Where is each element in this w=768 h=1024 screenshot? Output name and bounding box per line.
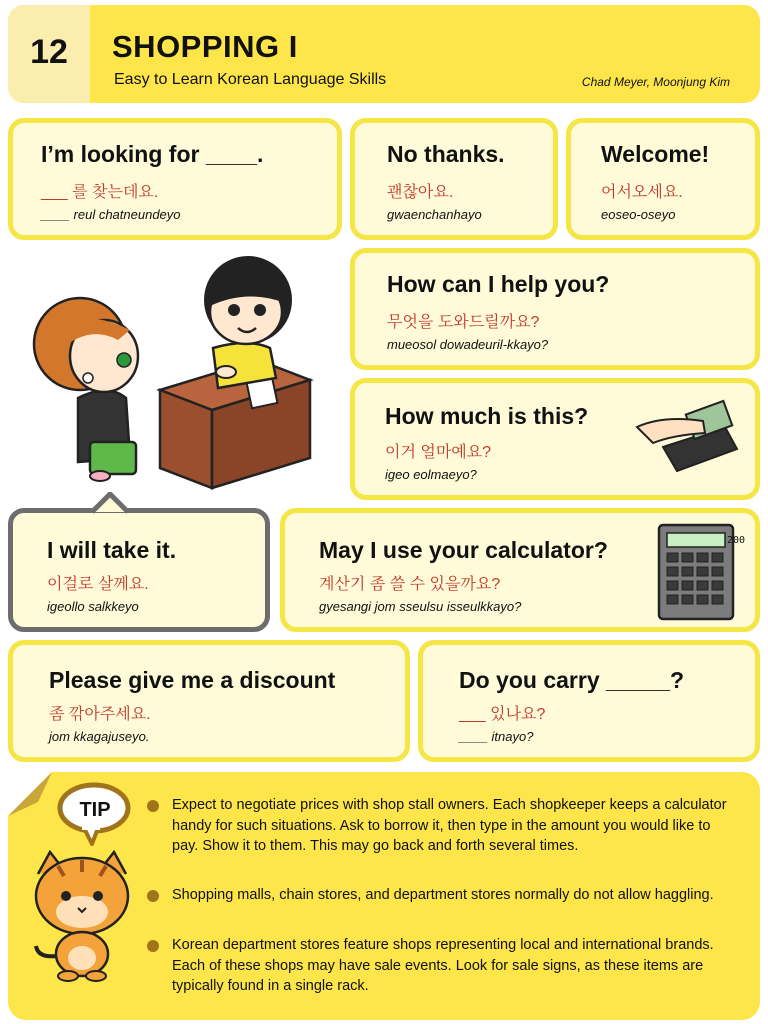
tip-item-negotiate: Expect to negotiate prices with shop stall owners. Each shopkeeper keeps a calculator handy for such situations. Ask to borrow it, then type in the amount you would like to pay. Show it to them. This may go back and forth several times. [172,797,727,854]
shopper-drawing [34,298,138,481]
tip-bullet [147,800,159,812]
phrase-romanization: ____ reul chatneundeyo [41,207,181,222]
tip-bullet [147,890,159,902]
phrase-korean: 괜찮아요. [387,184,454,201]
lesson-number-box [8,5,90,103]
phrase-card-calculator [280,508,760,632]
phrase-romanization: igeollo salkkeyo [47,599,139,614]
folded-corner [8,772,52,816]
phrase-english: I’m looking for ____. [41,141,264,167]
header-banner [8,5,760,103]
phrase-romanization: gyesangi jom sseulsu isseulkkayo? [319,599,522,614]
phrase-card-how-much [350,378,760,500]
phrase-korean: 무엇을 도와드릴까요? [387,314,540,331]
page-title: SHOPPING I [112,29,298,64]
phrase-english: Please give me a discount [49,667,336,693]
phrase-english: May I use your calculator? [319,537,608,563]
phrase-romanization: jom kkagajuseyo. [49,729,150,744]
phrase-korean: 어서오세요. [601,184,683,201]
phrase-card-welcome [566,118,760,240]
shop-scene-illustration [8,248,342,508]
phrase-korean: 이거 얼마예요? [385,444,492,461]
phrase-korean: 이걸로 살께요. [47,576,149,593]
phrase-card-carry [418,640,760,762]
tip-item-no-haggling: Shopping malls, chain stores, and department stores normally do not allow haggling. [172,887,714,903]
wallet-money-icon [633,397,743,477]
phrase-card-no-thanks [350,118,558,240]
lesson-number: 12 [30,33,68,71]
calculator-display: 200 [726,535,745,546]
authors: Chad Meyer, Moonjung Kim [581,75,730,89]
phrase-romanization: mueosol dowadeuril-kkayo? [387,337,549,352]
cat-mascot-icon [28,846,136,982]
tip-label: TIP [79,799,111,821]
phrase-korean: ___ 를 찾는데요. [41,184,159,201]
phrase-card-looking-for [8,118,342,240]
phrase-card-take-it [8,508,270,632]
phrase-romanization: ____ itnayo? [459,729,534,744]
phrase-english: How much is this? [385,403,589,429]
tip-item-department-stores: Korean department stores feature shops representing local and international brands. Each of these shops may have sale events. Look for sale signs, as these items are typically found in a single rack. [172,937,714,994]
phrase-english: Welcome! [601,141,710,167]
phrase-korean: ___ 있나요? [459,706,546,723]
phrase-english: How can I help you? [387,271,610,297]
phrase-english: I will take it. [47,537,177,563]
page-subtitle: Easy to Learn Korean Language Skills [114,71,387,88]
phrase-romanization: igeo eolmaeyo? [385,467,477,482]
phrase-card-discount [8,640,410,762]
tip-bullet [147,940,159,952]
phrase-card-help-you [350,248,760,370]
phrase-english: No thanks. [387,141,505,167]
speech-pointer [90,492,130,514]
phrase-romanization: gwaenchanhayo [387,207,482,222]
phrase-korean: 계산기 좀 쓸 수 있을까요? [319,576,501,593]
phrase-romanization: eoseo-oseyo [601,207,676,222]
phrase-english: Do you carry _____? [459,667,685,693]
phrase-korean: 좀 깎아주세요. [49,706,151,723]
